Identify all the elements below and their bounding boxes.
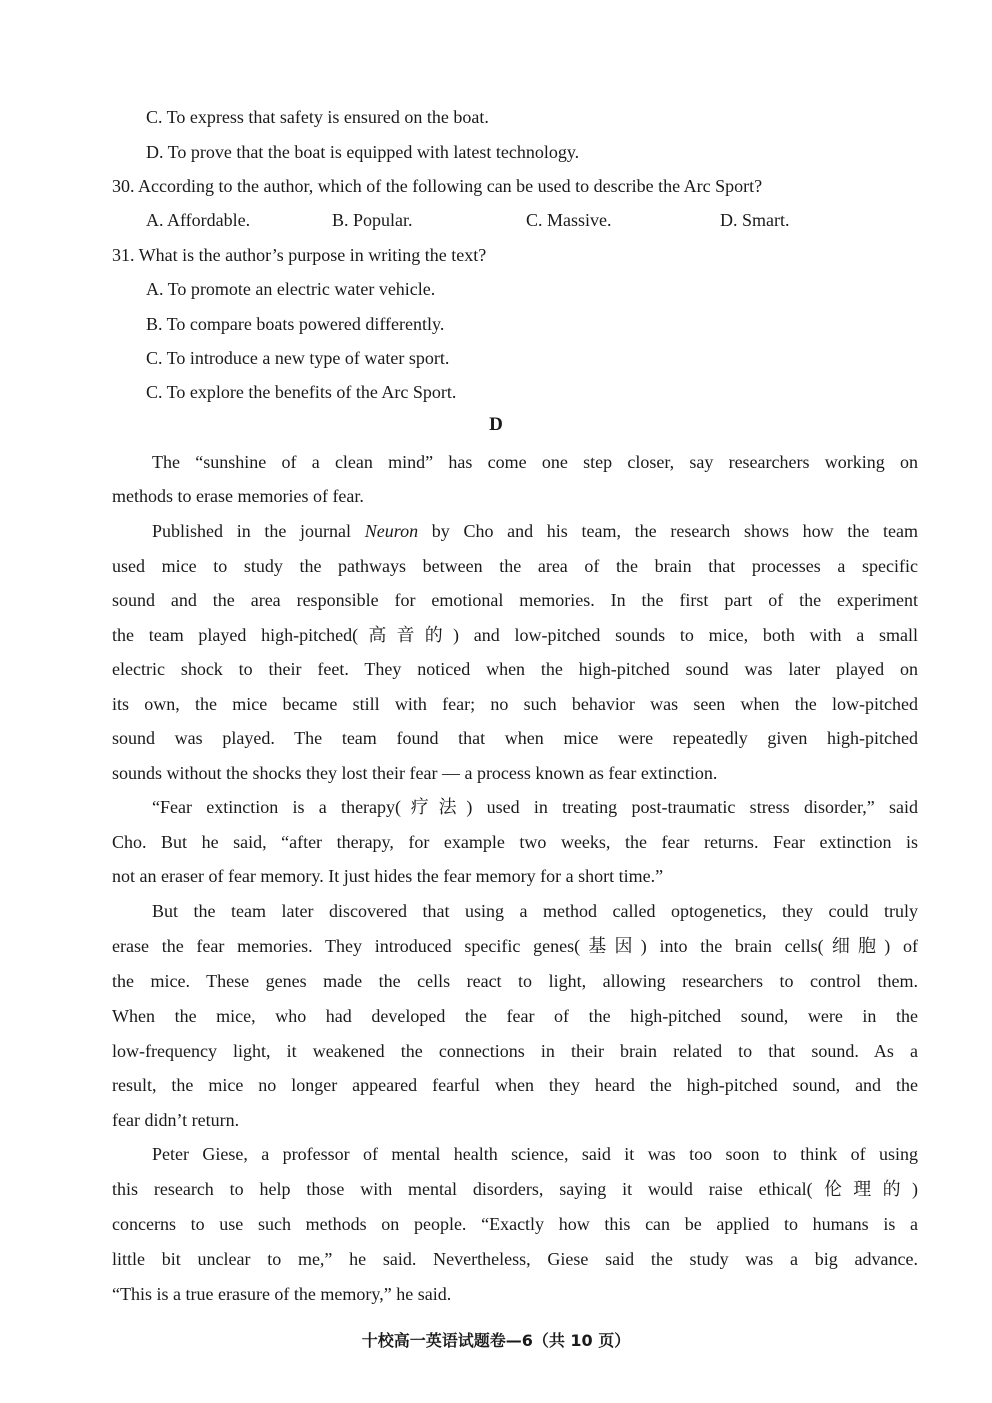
q31-option-b: B. To compare boats powered differently.	[146, 314, 445, 334]
p3-line-3: not an eraser of fear memory. It just hides the fear memory for a short time.”	[112, 866, 664, 886]
p3-line-2: Cho. But he said, “after therapy, for example two weeks, the fear returns. Fear extinction is	[112, 832, 918, 852]
p5-line-2: this research to help those with mental disorders, saying it would raise ethical(伦理的)	[112, 1179, 918, 1199]
p2-line-8: sounds without the shocks they lost their fear — a process known as fear extinction.	[112, 763, 718, 783]
p5-line-4: little bit unclear to me,” he said. Nevertheless, Giese said the study was a big advance.	[112, 1249, 918, 1269]
p3-line-1: “Fear extinction is a therapy(疗法) used in treating post-traumatic stress disorder,” said	[152, 797, 918, 817]
p2-line-6: its own, the mice became still with fear; no such behavior was seen when the low-pitched	[112, 694, 918, 714]
p2-line-1	[152, 519, 918, 543]
p5-line-3: concerns to use such methods on people. “Exactly how this can be applied to humans is a	[112, 1214, 918, 1234]
q30-option-c: C. Massive.	[526, 210, 612, 230]
p4-line-7: fear didn’t return.	[112, 1110, 240, 1130]
p4-line-1: But the team later discovered that using a method called optogenetics, they could truly	[152, 901, 918, 921]
p4-line-4: When the mice, who had developed the fear of the high-pitched sound, were in the	[112, 1006, 918, 1026]
p1-line-1: The “sunshine of a clean mind” has come one step closer, say researchers working on	[152, 452, 918, 472]
p2-line-1-post: by Cho and his team, the research shows how the team	[418, 521, 919, 541]
q30-option-b: B. Popular.	[332, 210, 413, 230]
p2-line-2: used mice to study the pathways between the area of the brain that processes a specific	[112, 556, 918, 576]
q29-option-c: C. To express that safety is ensured on the boat.	[146, 107, 489, 127]
q30-option-d: D. Smart.	[720, 210, 790, 230]
p2-line-3: sound and the area responsible for emotional memories. In the first part of the experiment	[112, 590, 918, 610]
q29-option-d: D. To prove that the boat is equipped with latest technology.	[146, 142, 580, 162]
journal-name: Neuron	[364, 521, 419, 541]
p2-line-5: electric shock to their feet. They noticed when the high-pitched sound was later played on	[112, 659, 918, 679]
q30-stem: 30. According to the author, which of the following can be used to describe the Arc Sport?	[112, 176, 763, 196]
p2-line-4: the team played high-pitched(高音的) and low-pitched sounds to mice, both with a small	[112, 625, 918, 645]
q30-option-a: A. Affordable.	[146, 210, 251, 230]
passage-heading: D	[489, 414, 503, 435]
q31-option-a: A. To promote an electric water vehicle.	[146, 279, 436, 299]
p4-line-5: low-frequency light, it weakened the connections in their brain related to that sound. As a	[112, 1041, 918, 1061]
p1-line-2: methods to erase memories of fear.	[112, 486, 364, 506]
page-footer: 十校高一英语试题卷—6（共 10 页）	[361, 1331, 631, 1350]
p5-line-5: “This is a true erasure of the memory,” he said.	[112, 1284, 452, 1304]
q31-option-d: C. To explore the benefits of the Arc Sport.	[146, 382, 457, 402]
p2-line-7: sound was played. The team found that when mice were repeatedly given high-pitched	[112, 728, 918, 748]
p2-line-1-pre: Published in the journal	[152, 521, 365, 541]
p4-line-2: erase the fear memories. They introduced specific genes(基因) into the brain cells(细胞) of	[112, 936, 918, 956]
p4-line-3: the mice. These genes made the cells react to light, allowing researchers to control them.	[112, 971, 918, 991]
q31-option-c: C. To introduce a new type of water sport.	[146, 348, 450, 368]
p5-line-1: Peter Giese, a professor of mental health science, said it was too soon to think of using	[152, 1144, 918, 1164]
p4-line-6: result, the mice no longer appeared fearful when they heard the high-pitched sound, and the	[112, 1075, 918, 1095]
q31-stem: 31. What is the author’s purpose in writing the text?	[112, 245, 487, 265]
